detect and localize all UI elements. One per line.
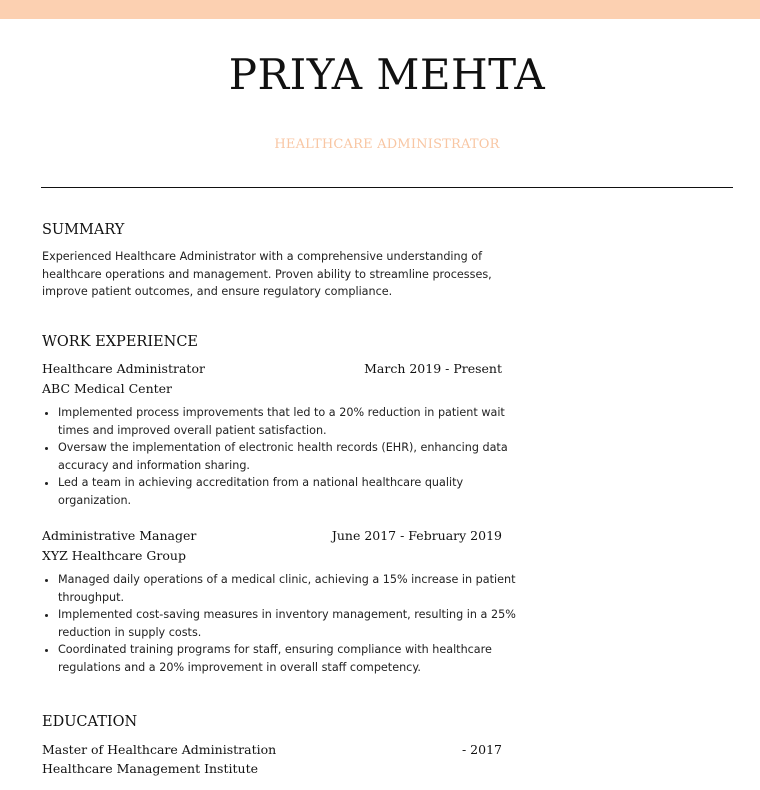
job-bullet: • Managed daily operations of a medical clinic, achieving a 15% increase in patient throughput. bbox=[58, 571, 520, 606]
header-divider bbox=[41, 187, 733, 188]
job-header bbox=[42, 361, 502, 376]
job-bullets bbox=[42, 404, 520, 509]
candidate-role: HEALTHCARE ADMINISTRATOR bbox=[274, 137, 500, 152]
job-header bbox=[42, 528, 502, 543]
company-name: XYZ Healthcare Group bbox=[42, 548, 186, 563]
job-bullets bbox=[42, 571, 520, 676]
job-title: Administrative Manager bbox=[42, 528, 197, 543]
job-dates: June 2017 - February 2019 bbox=[331, 528, 502, 543]
summary-text: Experienced Healthcare Administrator with a comprehensive understanding of healthcare operations and management. Proven ability to streamline processes, improve patient outcomes, and ensure regulatory compliance. bbox=[42, 250, 492, 298]
summary-heading: SUMMARY bbox=[42, 222, 125, 238]
degree-name: Master of Healthcare Administration bbox=[42, 742, 277, 757]
work-experience-heading: WORK EXPERIENCE bbox=[42, 334, 198, 350]
candidate-name: PRIYA MEHTA bbox=[228, 50, 546, 99]
company-name: ABC Medical Center bbox=[42, 381, 173, 396]
job-bullet: • Implemented process improvements that led to a 20% reduction in patient wait times and improved overall patient satisfaction. bbox=[58, 404, 520, 439]
education-heading: EDUCATION bbox=[42, 714, 138, 730]
job-bullet: • Coordinated training programs for staff, ensuring compliance with healthcare regulations and a 20% improvement in overall staff competency. bbox=[58, 641, 520, 676]
job-bullet: • Implemented cost-saving measures in inventory management, resulting in a 25% reduction in supply costs. bbox=[58, 606, 520, 641]
graduation-year: - 2017 bbox=[461, 742, 502, 757]
job-bullet: • Led a team in achieving accreditation from a national healthcare quality organization. bbox=[58, 474, 520, 509]
job-title: Healthcare Administrator bbox=[42, 361, 205, 376]
job-dates: March 2019 - Present bbox=[364, 361, 502, 376]
job-bullet: • Oversaw the implementation of electronic health records (EHR), enhancing data accuracy and information sharing. bbox=[58, 439, 520, 474]
institution-name: Healthcare Management Institute bbox=[42, 761, 258, 776]
education-header bbox=[42, 742, 502, 757]
